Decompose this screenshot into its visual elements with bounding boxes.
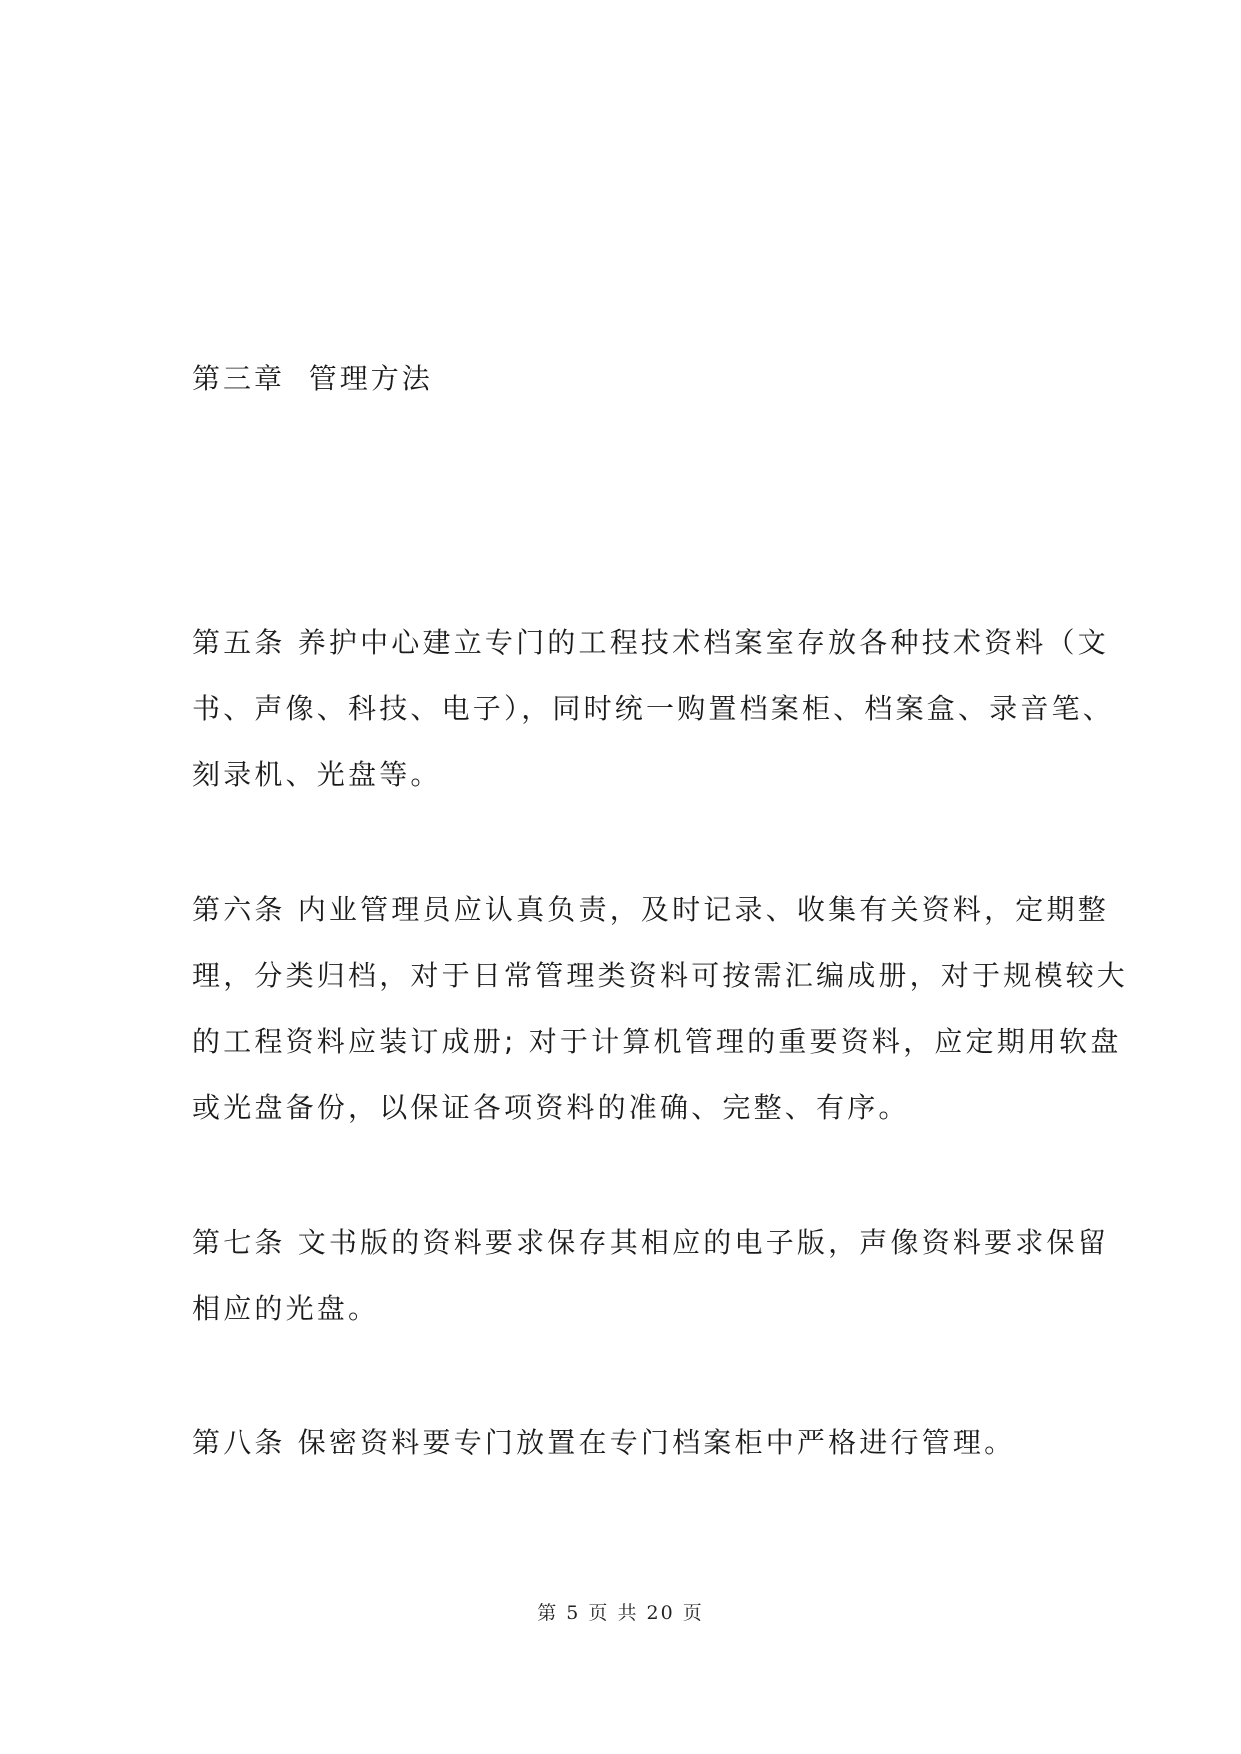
article-line: 理，分类归档，对于日常管理类资料可按需汇编成册，对于规模较大 (192, 959, 1129, 992)
article-line: 的工程资料应装订成册; 对于计算机管理的重要资料，应定期用软盘 (192, 1025, 1122, 1058)
page-footer: 第 5 页 共 20 页 (537, 1602, 704, 1624)
article-5 (192, 610, 1115, 808)
article-line: 第六条 内业管理员应认真负责，及时记录、收集有关资料，定期整 (192, 893, 1109, 926)
article-line: 刻录机、光盘等。 (192, 758, 442, 791)
article-line: 第七条 文书版的资料要求保存其相应的电子版，声像资料要求保留 (192, 1226, 1109, 1259)
article-line: 书、声像、科技、电子），同时统一购置档案柜、档案盒、录音笔、 (192, 692, 1115, 725)
article-8 (192, 1410, 1058, 1476)
article-line: 第五条 养护中心建立专门的工程技术档案室存放各种技术资料（文 (192, 626, 1109, 659)
article-6 (192, 877, 1129, 1141)
chapter-title: 第三章 管理方法 (192, 362, 433, 395)
article-line: 第八条 保密资料要专门放置在专门档案柜中严格进行管理。 (192, 1426, 1016, 1459)
article-line: 相应的光盘。 (192, 1292, 380, 1325)
article-line: 或光盘备份，以保证各项资料的准确、完整、有序。 (192, 1091, 910, 1124)
article-7 (192, 1210, 1109, 1342)
